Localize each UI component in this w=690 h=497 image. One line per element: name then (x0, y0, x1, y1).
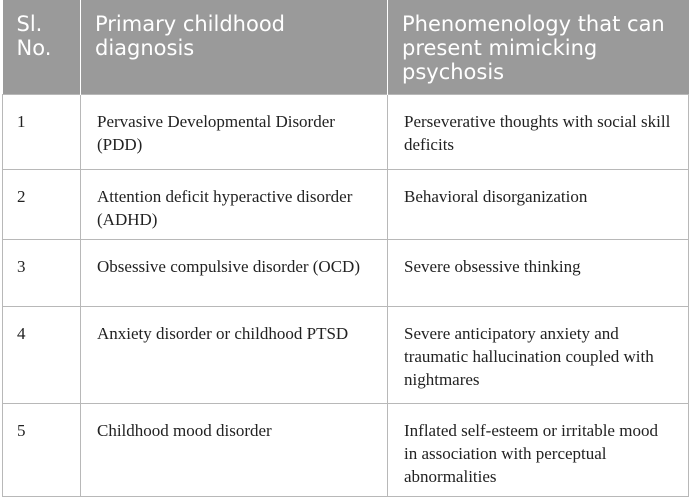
row-diagnosis: Anxiety disorder or childhood PTSD (81, 307, 388, 404)
row-phenomenology: Perseverative thoughts with social skill deficits (388, 95, 689, 170)
header-sl-no: Sl. No. (3, 0, 81, 95)
header-phenomenology: Phenomenology that can present mimicking psychosis (388, 0, 689, 95)
row-diagnosis: Childhood mood disorder (81, 404, 388, 497)
row-number: 5 (3, 404, 81, 497)
row-phenomenology: Severe obsessive thinking (388, 240, 689, 307)
table-header-row (3, 0, 689, 95)
table-row (3, 95, 689, 170)
row-number: 3 (3, 240, 81, 307)
row-phenomenology: Severe anticipatory anxiety and traumatic hallucination coupled with nightmares (388, 307, 689, 404)
row-phenomenology: Inflated self-esteem or irritable mood in association with perceptual abnormalities (388, 404, 689, 497)
row-phenomenology: Behavioral disorganization (388, 170, 689, 240)
row-diagnosis: Pervasive Developmental Disorder (PDD) (81, 95, 388, 170)
table-row (3, 307, 689, 404)
row-number: 2 (3, 170, 81, 240)
diagnosis-table (2, 0, 689, 497)
row-number: 1 (3, 95, 81, 170)
table-row (3, 170, 689, 240)
table-row (3, 404, 689, 497)
table-row (3, 240, 689, 307)
header-primary-diagnosis: Primary childhood diagnosis (81, 0, 388, 95)
row-diagnosis: Obsessive compulsive disorder (OCD) (81, 240, 388, 307)
row-number: 4 (3, 307, 81, 404)
row-diagnosis: Attention deficit hyperactive disorder (ADHD) (81, 170, 388, 240)
